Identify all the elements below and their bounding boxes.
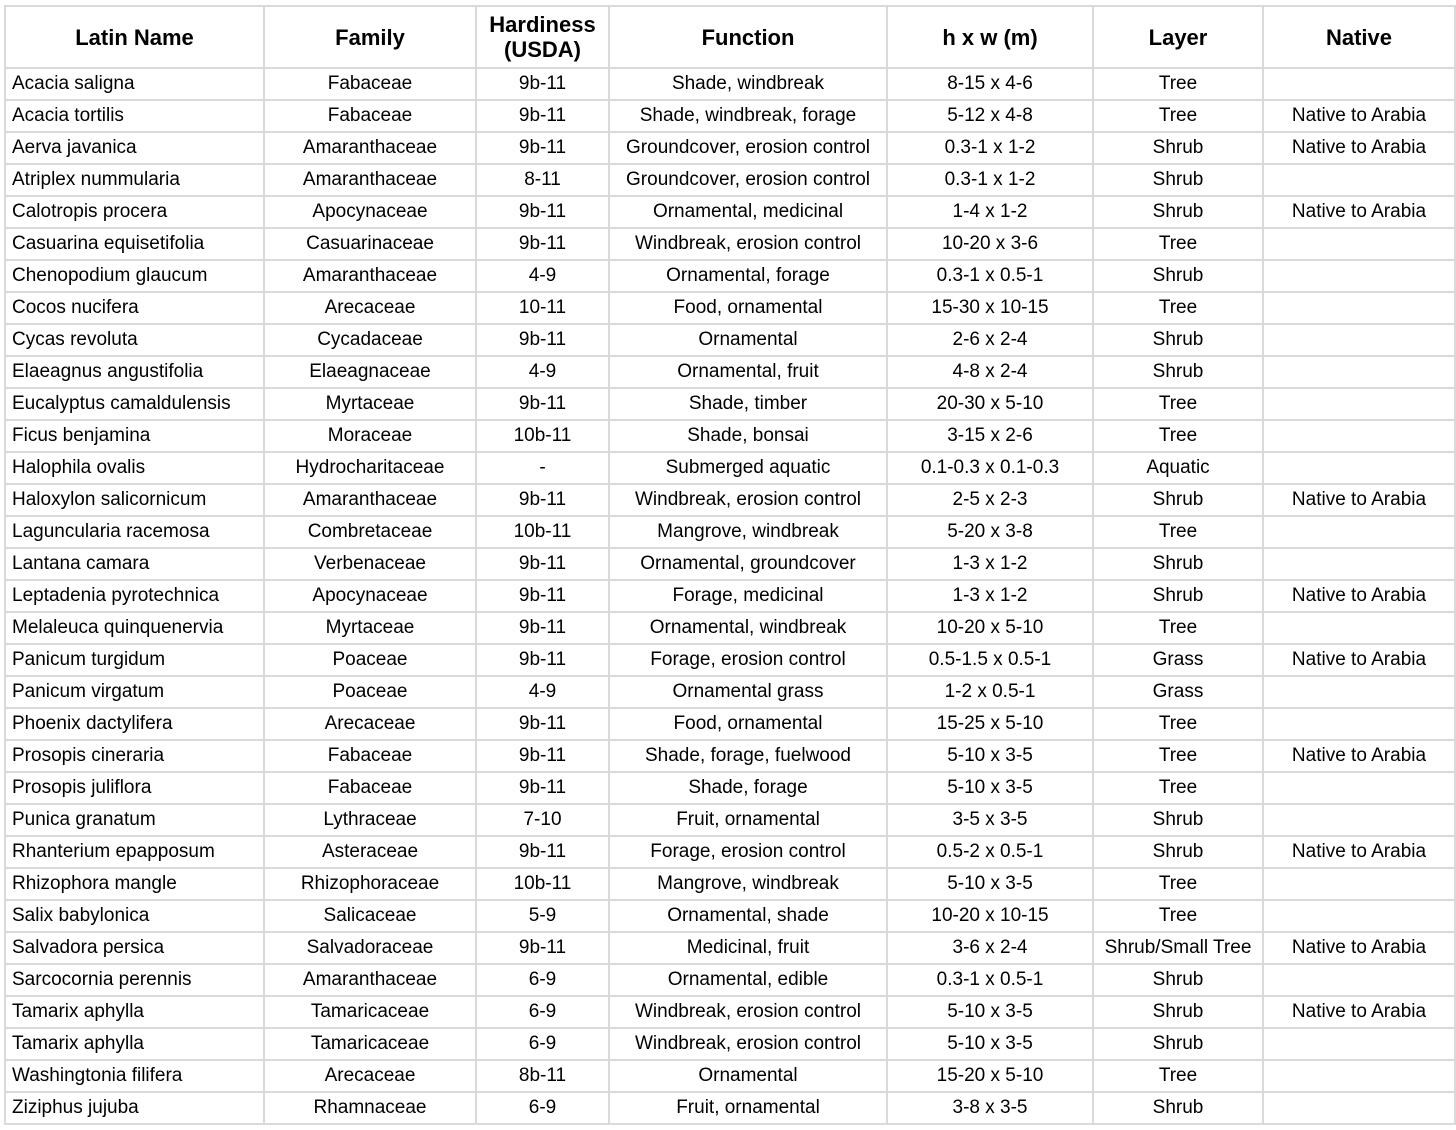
family-cell: Rhizophoraceae — [264, 868, 476, 900]
table-row — [5, 644, 1455, 676]
hardiness-cell: 9b-11 — [476, 228, 609, 260]
family-cell: Fabaceae — [264, 740, 476, 772]
native-cell — [1263, 228, 1455, 260]
table-row — [5, 868, 1455, 900]
table-row — [5, 356, 1455, 388]
latin-name-cell: Ficus benjamina — [5, 420, 264, 452]
size-cell: 0.5-2 x 0.5-1 — [887, 836, 1093, 868]
table-row — [5, 1092, 1455, 1124]
size-cell: 5-10 x 3-5 — [887, 772, 1093, 804]
table-row — [5, 132, 1455, 164]
size-cell: 10-20 x 10-15 — [887, 900, 1093, 932]
size-cell: 0.3-1 x 0.5-1 — [887, 964, 1093, 996]
native-cell: Native to Arabia — [1263, 580, 1455, 612]
layer-cell: Tree — [1093, 100, 1263, 132]
family-cell: Amaranthaceae — [264, 132, 476, 164]
layer-cell: Tree — [1093, 1060, 1263, 1092]
size-cell: 2-5 x 2-3 — [887, 484, 1093, 516]
layer-cell: Tree — [1093, 420, 1263, 452]
native-cell — [1263, 900, 1455, 932]
hardiness-cell: 6-9 — [476, 1092, 609, 1124]
hardiness-cell: 9b-11 — [476, 644, 609, 676]
family-cell: Apocynaceae — [264, 580, 476, 612]
family-cell: Amaranthaceae — [264, 164, 476, 196]
family-cell: Amaranthaceae — [264, 964, 476, 996]
hardiness-cell: 9b-11 — [476, 580, 609, 612]
native-cell — [1263, 964, 1455, 996]
size-cell: 5-20 x 3-8 — [887, 516, 1093, 548]
hardiness-cell: 4-9 — [476, 356, 609, 388]
table-row — [5, 484, 1455, 516]
latin-name-cell: Tamarix aphylla — [5, 1028, 264, 1060]
family-cell: Arecaceae — [264, 1060, 476, 1092]
native-cell — [1263, 804, 1455, 836]
size-cell: 3-6 x 2-4 — [887, 932, 1093, 964]
hardiness-cell: 9b-11 — [476, 68, 609, 100]
size-cell: 0.3-1 x 1-2 — [887, 164, 1093, 196]
family-cell: Casuarinaceae — [264, 228, 476, 260]
size-cell: 1-2 x 0.5-1 — [887, 676, 1093, 708]
layer-cell: Tree — [1093, 516, 1263, 548]
native-cell — [1263, 868, 1455, 900]
function-cell: Windbreak, erosion control — [609, 228, 887, 260]
size-cell: 10-20 x 3-6 — [887, 228, 1093, 260]
family-cell: Tamaricaceae — [264, 996, 476, 1028]
function-cell: Food, ornamental — [609, 708, 887, 740]
hardiness-cell: 6-9 — [476, 1028, 609, 1060]
size-cell: 0.3-1 x 0.5-1 — [887, 260, 1093, 292]
function-cell: Shade, windbreak — [609, 68, 887, 100]
layer-cell: Shrub — [1093, 1028, 1263, 1060]
table-row — [5, 580, 1455, 612]
hardiness-cell: 10b-11 — [476, 516, 609, 548]
size-cell: 5-10 x 3-5 — [887, 868, 1093, 900]
family-cell: Fabaceae — [264, 68, 476, 100]
size-cell: 1-3 x 1-2 — [887, 580, 1093, 612]
latin-name-cell: Elaeagnus angustifolia — [5, 356, 264, 388]
latin-name-cell: Acacia tortilis — [5, 100, 264, 132]
latin-name-cell: Atriplex nummularia — [5, 164, 264, 196]
native-cell — [1263, 612, 1455, 644]
function-cell: Ornamental — [609, 324, 887, 356]
function-cell: Windbreak, erosion control — [609, 1028, 887, 1060]
header-row — [5, 6, 1455, 68]
native-cell — [1263, 1028, 1455, 1060]
latin-name-cell: Phoenix dactylifera — [5, 708, 264, 740]
size-cell: 10-20 x 5-10 — [887, 612, 1093, 644]
layer-cell: Tree — [1093, 388, 1263, 420]
size-cell: 2-6 x 2-4 — [887, 324, 1093, 356]
table-row — [5, 516, 1455, 548]
latin-name-cell: Eucalyptus camaldulensis — [5, 388, 264, 420]
native-cell: Native to Arabia — [1263, 740, 1455, 772]
latin-name-cell: Aerva javanica — [5, 132, 264, 164]
size-cell: 0.5-1.5 x 0.5-1 — [887, 644, 1093, 676]
layer-cell: Tree — [1093, 868, 1263, 900]
size-cell: 3-8 x 3-5 — [887, 1092, 1093, 1124]
table-row — [5, 548, 1455, 580]
layer-cell: Shrub — [1093, 260, 1263, 292]
table-row — [5, 708, 1455, 740]
table-row — [5, 1060, 1455, 1092]
latin-name-cell: Punica granatum — [5, 804, 264, 836]
hardiness-cell: 6-9 — [476, 996, 609, 1028]
layer-cell: Shrub — [1093, 804, 1263, 836]
function-cell: Forage, erosion control — [609, 644, 887, 676]
native-cell — [1263, 164, 1455, 196]
native-cell: Native to Arabia — [1263, 932, 1455, 964]
function-cell: Shade, forage — [609, 772, 887, 804]
native-cell: Native to Arabia — [1263, 132, 1455, 164]
latin-name-cell: Cocos nucifera — [5, 292, 264, 324]
native-cell — [1263, 452, 1455, 484]
native-cell — [1263, 708, 1455, 740]
family-cell: Poaceae — [264, 676, 476, 708]
latin-name-cell: Chenopodium glaucum — [5, 260, 264, 292]
hardiness-cell: 9b-11 — [476, 708, 609, 740]
table-row — [5, 676, 1455, 708]
size-cell: 3-15 x 2-6 — [887, 420, 1093, 452]
native-cell — [1263, 356, 1455, 388]
table-row — [5, 100, 1455, 132]
layer-cell: Shrub — [1093, 836, 1263, 868]
table-row — [5, 804, 1455, 836]
header-hardiness — [476, 6, 609, 68]
layer-cell: Shrub — [1093, 484, 1263, 516]
latin-name-cell: Halophila ovalis — [5, 452, 264, 484]
hardiness-cell: 7-10 — [476, 804, 609, 836]
hardiness-cell: 6-9 — [476, 964, 609, 996]
size-cell: 4-8 x 2-4 — [887, 356, 1093, 388]
latin-name-cell: Rhanterium epapposum — [5, 836, 264, 868]
table-row — [5, 324, 1455, 356]
function-cell: Ornamental, shade — [609, 900, 887, 932]
table-body — [5, 68, 1455, 1124]
hardiness-cell: 9b-11 — [476, 612, 609, 644]
size-cell: 3-5 x 3-5 — [887, 804, 1093, 836]
latin-name-cell: Rhizophora mangle — [5, 868, 264, 900]
family-cell: Salicaceae — [264, 900, 476, 932]
function-cell: Ornamental, forage — [609, 260, 887, 292]
function-cell: Ornamental, fruit — [609, 356, 887, 388]
latin-name-cell: Salix babylonica — [5, 900, 264, 932]
header-layer: Layer — [1093, 6, 1263, 68]
family-cell: Apocynaceae — [264, 196, 476, 228]
latin-name-cell: Leptadenia pyrotechnica — [5, 580, 264, 612]
latin-name-cell: Panicum virgatum — [5, 676, 264, 708]
hardiness-cell: 8-11 — [476, 164, 609, 196]
size-cell: 0.3-1 x 1-2 — [887, 132, 1093, 164]
table-row — [5, 996, 1455, 1028]
latin-name-cell: Prosopis cineraria — [5, 740, 264, 772]
function-cell: Medicinal, fruit — [609, 932, 887, 964]
family-cell: Lythraceae — [264, 804, 476, 836]
family-cell: Fabaceae — [264, 772, 476, 804]
layer-cell: Tree — [1093, 708, 1263, 740]
function-cell: Fruit, ornamental — [609, 1092, 887, 1124]
hardiness-cell: 10b-11 — [476, 420, 609, 452]
table-row — [5, 68, 1455, 100]
native-cell — [1263, 516, 1455, 548]
family-cell: Asteraceae — [264, 836, 476, 868]
layer-cell: Tree — [1093, 228, 1263, 260]
table-row — [5, 612, 1455, 644]
hardiness-cell: 9b-11 — [476, 484, 609, 516]
layer-cell: Grass — [1093, 644, 1263, 676]
layer-cell: Aquatic — [1093, 452, 1263, 484]
family-cell: Combretaceae — [264, 516, 476, 548]
latin-name-cell: Washingtonia filifera — [5, 1060, 264, 1092]
family-cell: Amaranthaceae — [264, 484, 476, 516]
latin-name-cell: Laguncularia racemosa — [5, 516, 264, 548]
family-cell: Salvadoraceae — [264, 932, 476, 964]
table-row — [5, 772, 1455, 804]
family-cell: Tamaricaceae — [264, 1028, 476, 1060]
layer-cell: Grass — [1093, 676, 1263, 708]
native-cell: Native to Arabia — [1263, 836, 1455, 868]
size-cell: 20-30 x 5-10 — [887, 388, 1093, 420]
layer-cell: Shrub — [1093, 580, 1263, 612]
hardiness-cell: - — [476, 452, 609, 484]
function-cell: Windbreak, erosion control — [609, 996, 887, 1028]
layer-cell: Shrub — [1093, 964, 1263, 996]
latin-name-cell: Melaleuca quinquenervia — [5, 612, 264, 644]
function-cell: Mangrove, windbreak — [609, 868, 887, 900]
layer-cell: Tree — [1093, 292, 1263, 324]
layer-cell: Shrub — [1093, 164, 1263, 196]
function-cell: Groundcover, erosion control — [609, 164, 887, 196]
hardiness-cell: 10-11 — [476, 292, 609, 324]
layer-cell: Tree — [1093, 612, 1263, 644]
layer-cell: Shrub — [1093, 324, 1263, 356]
family-cell: Arecaceae — [264, 708, 476, 740]
hardiness-cell: 9b-11 — [476, 196, 609, 228]
size-cell: 15-20 x 5-10 — [887, 1060, 1093, 1092]
function-cell: Windbreak, erosion control — [609, 484, 887, 516]
size-cell: 5-12 x 4-8 — [887, 100, 1093, 132]
hardiness-cell: 8b-11 — [476, 1060, 609, 1092]
size-cell: 1-4 x 1-2 — [887, 196, 1093, 228]
size-cell: 5-10 x 3-5 — [887, 996, 1093, 1028]
family-cell: Rhamnaceae — [264, 1092, 476, 1124]
family-cell: Poaceae — [264, 644, 476, 676]
layer-cell: Shrub — [1093, 1092, 1263, 1124]
function-cell: Ornamental, medicinal — [609, 196, 887, 228]
latin-name-cell: Sarcocornia perennis — [5, 964, 264, 996]
native-cell — [1263, 68, 1455, 100]
function-cell: Forage, medicinal — [609, 580, 887, 612]
layer-cell: Shrub — [1093, 548, 1263, 580]
function-cell: Fruit, ornamental — [609, 804, 887, 836]
function-cell: Mangrove, windbreak — [609, 516, 887, 548]
size-cell: 0.1-0.3 x 0.1-0.3 — [887, 452, 1093, 484]
latin-name-cell: Calotropis procera — [5, 196, 264, 228]
native-cell — [1263, 324, 1455, 356]
hardiness-cell: 4-9 — [476, 676, 609, 708]
hardiness-cell: 5-9 — [476, 900, 609, 932]
family-cell: Elaeagnaceae — [264, 356, 476, 388]
native-cell — [1263, 676, 1455, 708]
native-cell: Native to Arabia — [1263, 196, 1455, 228]
latin-name-cell: Prosopis juliflora — [5, 772, 264, 804]
hardiness-cell: 10b-11 — [476, 868, 609, 900]
table-row — [5, 292, 1455, 324]
table-row — [5, 260, 1455, 292]
layer-cell: Shrub — [1093, 356, 1263, 388]
header-family: Family — [264, 6, 476, 68]
family-cell: Myrtaceae — [264, 612, 476, 644]
native-cell: Native to Arabia — [1263, 996, 1455, 1028]
function-cell: Shade, bonsai — [609, 420, 887, 452]
table-row — [5, 420, 1455, 452]
native-cell — [1263, 772, 1455, 804]
latin-name-cell: Casuarina equisetifolia — [5, 228, 264, 260]
layer-cell: Tree — [1093, 68, 1263, 100]
family-cell: Cycadaceae — [264, 324, 476, 356]
table-row — [5, 388, 1455, 420]
native-cell — [1263, 420, 1455, 452]
layer-cell: Tree — [1093, 772, 1263, 804]
layer-cell: Shrub — [1093, 132, 1263, 164]
native-cell: Native to Arabia — [1263, 100, 1455, 132]
family-cell: Fabaceae — [264, 100, 476, 132]
table-row — [5, 740, 1455, 772]
native-cell — [1263, 548, 1455, 580]
size-cell: 1-3 x 1-2 — [887, 548, 1093, 580]
table-header — [5, 6, 1455, 68]
family-cell: Moraceae — [264, 420, 476, 452]
table-row — [5, 964, 1455, 996]
function-cell: Groundcover, erosion control — [609, 132, 887, 164]
table-row — [5, 900, 1455, 932]
native-cell — [1263, 292, 1455, 324]
header-hardiness-label: Hardiness (USDA) — [489, 12, 596, 62]
header-native: Native — [1263, 6, 1455, 68]
size-cell: 5-10 x 3-5 — [887, 740, 1093, 772]
hardiness-cell: 9b-11 — [476, 388, 609, 420]
size-cell: 15-30 x 10-15 — [887, 292, 1093, 324]
size-cell: 15-25 x 5-10 — [887, 708, 1093, 740]
header-function: Function — [609, 6, 887, 68]
function-cell: Ornamental, windbreak — [609, 612, 887, 644]
family-cell: Arecaceae — [264, 292, 476, 324]
hardiness-cell: 9b-11 — [476, 932, 609, 964]
latin-name-cell: Panicum turgidum — [5, 644, 264, 676]
function-cell: Ornamental — [609, 1060, 887, 1092]
header-size: h x w (m) — [887, 6, 1093, 68]
function-cell: Shade, windbreak, forage — [609, 100, 887, 132]
size-cell: 5-10 x 3-5 — [887, 1028, 1093, 1060]
native-cell: Native to Arabia — [1263, 644, 1455, 676]
table-row — [5, 1028, 1455, 1060]
layer-cell: Tree — [1093, 900, 1263, 932]
hardiness-cell: 9b-11 — [476, 324, 609, 356]
table-row — [5, 196, 1455, 228]
latin-name-cell: Haloxylon salicornicum — [5, 484, 264, 516]
function-cell: Shade, timber — [609, 388, 887, 420]
hardiness-cell: 9b-11 — [476, 100, 609, 132]
latin-name-cell: Ziziphus jujuba — [5, 1092, 264, 1124]
table-row — [5, 932, 1455, 964]
native-cell — [1263, 388, 1455, 420]
hardiness-cell: 9b-11 — [476, 548, 609, 580]
hardiness-cell: 9b-11 — [476, 132, 609, 164]
size-cell: 8-15 x 4-6 — [887, 68, 1093, 100]
hardiness-cell: 4-9 — [476, 260, 609, 292]
layer-cell: Shrub — [1093, 996, 1263, 1028]
latin-name-cell: Acacia saligna — [5, 68, 264, 100]
hardiness-cell: 9b-11 — [476, 772, 609, 804]
table-row — [5, 164, 1455, 196]
native-cell — [1263, 1092, 1455, 1124]
table-row — [5, 836, 1455, 868]
latin-name-cell: Cycas revoluta — [5, 324, 264, 356]
function-cell: Submerged aquatic — [609, 452, 887, 484]
hardiness-cell: 9b-11 — [476, 740, 609, 772]
native-cell — [1263, 260, 1455, 292]
function-cell: Food, ornamental — [609, 292, 887, 324]
table-row — [5, 452, 1455, 484]
hardiness-cell: 9b-11 — [476, 836, 609, 868]
function-cell: Ornamental, groundcover — [609, 548, 887, 580]
layer-cell: Tree — [1093, 740, 1263, 772]
family-cell: Myrtaceae — [264, 388, 476, 420]
native-cell: Native to Arabia — [1263, 484, 1455, 516]
function-cell: Ornamental, edible — [609, 964, 887, 996]
function-cell: Ornamental grass — [609, 676, 887, 708]
layer-cell: Shrub — [1093, 196, 1263, 228]
family-cell: Amaranthaceae — [264, 260, 476, 292]
latin-name-cell: Tamarix aphylla — [5, 996, 264, 1028]
plant-table — [4, 5, 1456, 1125]
family-cell: Verbenaceae — [264, 548, 476, 580]
function-cell: Forage, erosion control — [609, 836, 887, 868]
header-latin-name: Latin Name — [5, 6, 264, 68]
latin-name-cell: Lantana camara — [5, 548, 264, 580]
latin-name-cell: Salvadora persica — [5, 932, 264, 964]
layer-cell: Shrub/Small Tree — [1093, 932, 1263, 964]
native-cell — [1263, 1060, 1455, 1092]
function-cell: Shade, forage, fuelwood — [609, 740, 887, 772]
table-row — [5, 228, 1455, 260]
family-cell: Hydrocharitaceae — [264, 452, 476, 484]
